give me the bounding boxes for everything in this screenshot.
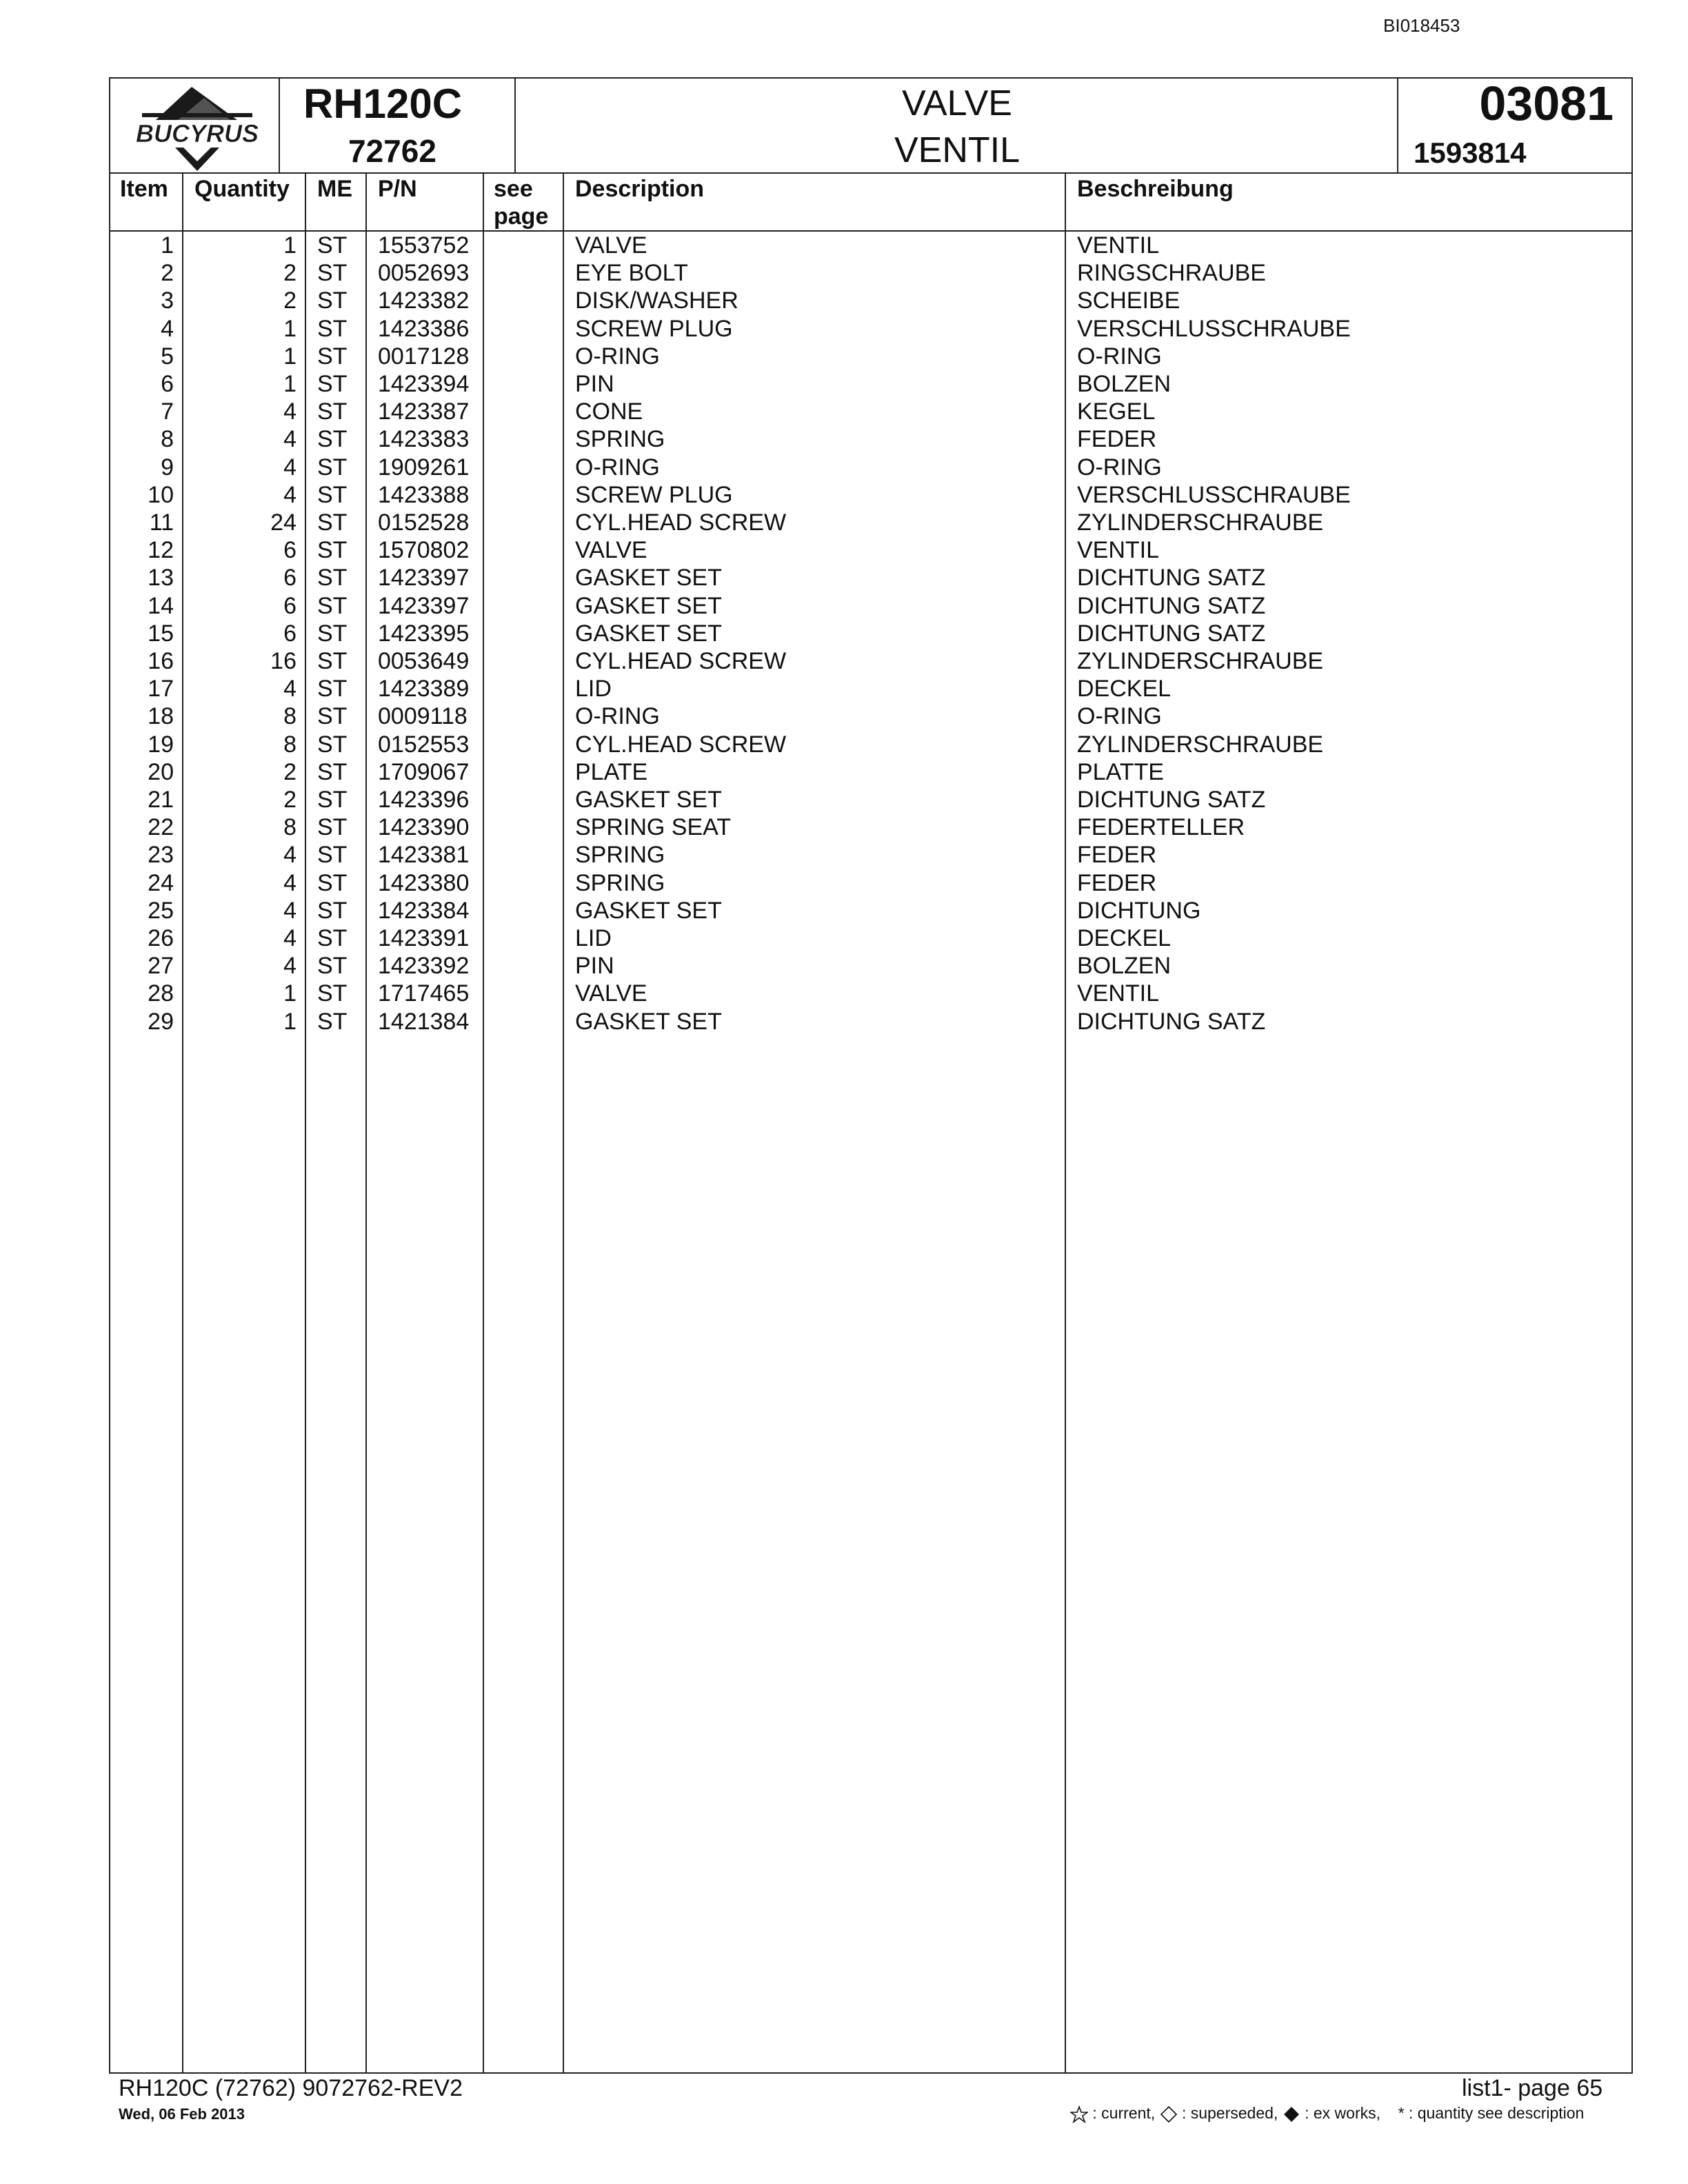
cell-item: 10 bbox=[148, 481, 174, 508]
cell-quantity: 8 bbox=[283, 703, 297, 730]
cell-quantity: 4 bbox=[283, 398, 297, 425]
cell-quantity: 2 bbox=[283, 287, 297, 314]
cell-quantity: 6 bbox=[283, 537, 297, 564]
cell-me: ST bbox=[317, 398, 348, 425]
cell-pn: 1423381 bbox=[378, 842, 470, 869]
cell-description: O-RING bbox=[575, 703, 660, 730]
cell-item: 16 bbox=[148, 648, 174, 674]
cell-beschreibung: KEGEL bbox=[1077, 398, 1156, 425]
footer-date: Wed, 06 Feb 2013 bbox=[119, 2105, 245, 2123]
cell-beschreibung: BOLZEN bbox=[1077, 371, 1172, 397]
cell-me: ST bbox=[317, 315, 348, 342]
cell-me: ST bbox=[317, 509, 348, 536]
cell-quantity: 4 bbox=[283, 842, 297, 869]
footer-document-ref: RH120C (72762) 9072762-REV2 bbox=[119, 2075, 463, 2101]
cell-quantity: 1 bbox=[283, 371, 297, 397]
cell-me: ST bbox=[317, 454, 348, 481]
cell-item: 7 bbox=[161, 398, 174, 425]
cell-me: ST bbox=[317, 676, 348, 702]
cell-beschreibung: PLATTE bbox=[1077, 758, 1164, 785]
cell-pn: 0053649 bbox=[378, 648, 470, 674]
cell-item: 19 bbox=[148, 731, 174, 758]
cell-me: ST bbox=[317, 287, 348, 314]
cell-pn: 0009118 bbox=[378, 703, 468, 730]
cell-pn: 1423390 bbox=[378, 814, 470, 841]
cell-pn: 1423384 bbox=[378, 897, 470, 924]
cell-me: ST bbox=[317, 980, 348, 1007]
cell-item: 22 bbox=[148, 814, 174, 841]
cell-quantity: 4 bbox=[283, 869, 297, 896]
cell-description: CONE bbox=[575, 398, 643, 425]
cell-pn: 1423394 bbox=[378, 371, 470, 397]
cell-pn: 1709067 bbox=[378, 758, 470, 785]
cell-pn: 1570802 bbox=[378, 537, 470, 564]
cell-me: ST bbox=[317, 537, 348, 564]
brand-text: BUCYRUS bbox=[135, 119, 259, 148]
legend-superseded: : superseded, bbox=[1181, 2104, 1278, 2122]
cell-me: ST bbox=[317, 565, 348, 592]
cell-item: 18 bbox=[148, 703, 174, 730]
divider-see bbox=[563, 172, 564, 2074]
cell-item: 26 bbox=[148, 925, 174, 951]
cell-beschreibung: FEDER bbox=[1077, 426, 1157, 453]
title-english: VALVE bbox=[902, 83, 1012, 123]
cell-beschreibung: DICHTUNG SATZ bbox=[1077, 620, 1266, 647]
diamond-outline-icon bbox=[1160, 2105, 1178, 2123]
cell-beschreibung: O-RING bbox=[1077, 703, 1162, 730]
cell-description: PLATE bbox=[575, 758, 648, 785]
cell-quantity: 4 bbox=[283, 953, 297, 980]
cell-beschreibung: VENTIL bbox=[1077, 232, 1160, 259]
cell-item: 17 bbox=[148, 676, 174, 702]
cell-description: CYL.HEAD SCREW bbox=[575, 509, 787, 536]
cell-pn: 0152528 bbox=[378, 509, 470, 536]
cell-item: 15 bbox=[148, 620, 174, 647]
cell-me: ST bbox=[317, 481, 348, 508]
diamond-filled-icon bbox=[1283, 2105, 1300, 2123]
cell-item: 1 bbox=[161, 232, 174, 259]
cell-quantity: 4 bbox=[283, 925, 297, 951]
serial-number: 72762 bbox=[348, 133, 436, 169]
cell-description: GASKET SET bbox=[575, 1008, 722, 1035]
cell-me: ST bbox=[317, 787, 348, 813]
cell-beschreibung: FEDER bbox=[1077, 842, 1157, 869]
cell-quantity: 6 bbox=[283, 565, 297, 592]
cell-quantity: 1 bbox=[283, 980, 297, 1007]
cell-me: ST bbox=[317, 343, 348, 370]
cell-pn: 1423382 bbox=[378, 287, 470, 314]
cell-beschreibung: ZYLINDERSCHRAUBE bbox=[1077, 731, 1324, 758]
group-number: 03081 bbox=[1479, 77, 1614, 130]
cell-item: 11 bbox=[149, 509, 174, 536]
cell-pn: 1423388 bbox=[378, 481, 470, 508]
cell-quantity: 1 bbox=[283, 343, 297, 370]
cell-pn: 1423392 bbox=[378, 953, 470, 980]
cell-beschreibung: FEDER bbox=[1077, 869, 1157, 896]
document-number: 1593814 bbox=[1414, 136, 1527, 169]
cell-item: 24 bbox=[148, 869, 174, 896]
cell-me: ST bbox=[317, 371, 348, 397]
cell-me: ST bbox=[317, 758, 348, 785]
cell-me: ST bbox=[317, 1008, 348, 1035]
cell-pn: 1423396 bbox=[378, 787, 470, 813]
cell-item: 4 bbox=[161, 315, 174, 342]
cell-beschreibung: DICHTUNG SATZ bbox=[1077, 565, 1266, 592]
legend-ex-works: : ex works, bbox=[1305, 2104, 1381, 2122]
cell-description: GASKET SET bbox=[575, 565, 722, 592]
cell-me: ST bbox=[317, 925, 348, 951]
cell-me: ST bbox=[317, 897, 348, 924]
cell-quantity: 6 bbox=[283, 620, 297, 647]
model-name: RH120C bbox=[303, 81, 463, 127]
cell-description: GASKET SET bbox=[575, 897, 722, 924]
cell-beschreibung: DICHTUNG bbox=[1077, 897, 1201, 924]
cell-me: ST bbox=[317, 953, 348, 980]
col-header-item: Item bbox=[120, 176, 168, 202]
cell-beschreibung: RINGSCHRAUBE bbox=[1077, 260, 1266, 287]
cell-quantity: 1 bbox=[283, 232, 297, 259]
cell-me: ST bbox=[317, 869, 348, 896]
cell-item: 23 bbox=[148, 842, 174, 869]
cell-item: 25 bbox=[148, 897, 174, 924]
footer-page-number: list1- page 65 bbox=[1462, 2075, 1603, 2101]
cell-item: 12 bbox=[148, 537, 174, 564]
cell-beschreibung: DECKEL bbox=[1077, 925, 1172, 951]
divider-me bbox=[365, 172, 367, 2074]
cell-description: EYE BOLT bbox=[575, 260, 688, 287]
cell-pn: 1423386 bbox=[378, 315, 470, 342]
cell-description: PIN bbox=[575, 371, 614, 397]
bucyrus-logo bbox=[114, 80, 280, 172]
cell-beschreibung: VERSCHLUSSCHRAUBE bbox=[1077, 481, 1351, 508]
cell-beschreibung: ZYLINDERSCHRAUBE bbox=[1077, 648, 1324, 674]
cell-me: ST bbox=[317, 648, 348, 674]
cell-item: 3 bbox=[161, 287, 174, 314]
cell-description: VALVE bbox=[575, 980, 647, 1007]
cell-quantity: 2 bbox=[283, 787, 297, 813]
cell-quantity: 2 bbox=[283, 260, 297, 287]
cell-pn: 1423391 bbox=[378, 925, 470, 951]
legend bbox=[1070, 2104, 1584, 2123]
cell-pn: 1423397 bbox=[378, 592, 470, 619]
divider-desc bbox=[1065, 172, 1066, 2074]
cell-beschreibung: VENTIL bbox=[1077, 980, 1160, 1007]
document-code: BI018453 bbox=[1383, 15, 1460, 36]
cell-item: 9 bbox=[161, 454, 174, 481]
cell-beschreibung: VENTIL bbox=[1077, 537, 1160, 564]
cell-beschreibung: VERSCHLUSSCHRAUBE bbox=[1077, 315, 1351, 342]
cell-item: 8 bbox=[161, 426, 174, 453]
cell-item: 6 bbox=[161, 371, 174, 397]
cell-me: ST bbox=[317, 426, 348, 453]
col-header-page: page bbox=[494, 203, 549, 230]
cell-me: ST bbox=[317, 260, 348, 287]
cell-quantity: 16 bbox=[270, 648, 297, 674]
col-header-see: see bbox=[494, 176, 533, 202]
cell-me: ST bbox=[317, 842, 348, 869]
cell-pn: 1423387 bbox=[378, 398, 470, 425]
cell-beschreibung: DICHTUNG SATZ bbox=[1077, 1008, 1266, 1035]
cell-quantity: 2 bbox=[283, 758, 297, 785]
cell-quantity: 8 bbox=[283, 814, 297, 841]
cell-quantity: 4 bbox=[283, 454, 297, 481]
cell-quantity: 8 bbox=[283, 731, 297, 758]
cell-beschreibung: SCHEIBE bbox=[1077, 287, 1180, 314]
cell-description: GASKET SET bbox=[575, 592, 722, 619]
star-outline-icon bbox=[1070, 2105, 1088, 2123]
title-german: VENTIL bbox=[894, 130, 1021, 170]
cell-quantity: 4 bbox=[283, 481, 297, 508]
cell-description: O-RING bbox=[575, 343, 660, 370]
cell-item: 13 bbox=[148, 565, 174, 592]
cell-item: 28 bbox=[148, 980, 174, 1007]
cell-description: LID bbox=[575, 676, 612, 702]
cell-quantity: 24 bbox=[270, 509, 297, 536]
cell-item: 14 bbox=[148, 592, 174, 619]
divider-qty bbox=[305, 172, 306, 2074]
cell-beschreibung: FEDERTELLER bbox=[1077, 814, 1245, 841]
col-header-quantity: Quantity bbox=[194, 176, 290, 202]
cell-item: 27 bbox=[148, 953, 174, 980]
legend-current: : current, bbox=[1092, 2104, 1156, 2122]
cell-beschreibung: O-RING bbox=[1077, 343, 1162, 370]
cell-description: VALVE bbox=[575, 232, 647, 259]
cell-beschreibung: ZYLINDERSCHRAUBE bbox=[1077, 509, 1324, 536]
cell-beschreibung: DECKEL bbox=[1077, 676, 1172, 702]
cell-description: SPRING bbox=[575, 869, 665, 896]
cell-description: CYL.HEAD SCREW bbox=[575, 648, 787, 674]
cell-pn: 1423383 bbox=[378, 426, 470, 453]
cell-item: 20 bbox=[148, 758, 174, 785]
cell-pn: 1909261 bbox=[378, 454, 470, 481]
cell-me: ST bbox=[317, 232, 348, 259]
header-divider bbox=[109, 172, 1633, 174]
col-header-pn: P/N bbox=[378, 176, 417, 202]
cell-me: ST bbox=[317, 620, 348, 647]
cell-pn: 1423395 bbox=[378, 620, 470, 647]
cell-description: O-RING bbox=[575, 454, 660, 481]
cell-pn: 1423380 bbox=[378, 869, 470, 896]
cell-description: DISK/WASHER bbox=[575, 287, 738, 314]
cell-me: ST bbox=[317, 703, 348, 730]
cell-quantity: 1 bbox=[283, 1008, 297, 1035]
cell-description: PIN bbox=[575, 953, 614, 980]
cell-description: CYL.HEAD SCREW bbox=[575, 731, 787, 758]
cell-description: VALVE bbox=[575, 537, 647, 564]
cell-pn: 0152553 bbox=[378, 731, 470, 758]
col-header-me: ME bbox=[317, 176, 352, 202]
cell-beschreibung: O-RING bbox=[1077, 454, 1162, 481]
legend-quantity: * : quantity see description bbox=[1398, 2104, 1585, 2122]
cell-description: SPRING bbox=[575, 426, 665, 453]
cell-item: 29 bbox=[148, 1008, 174, 1035]
cell-pn: 1423397 bbox=[378, 565, 470, 592]
cell-description: SPRING SEAT bbox=[575, 814, 732, 841]
cell-pn: 1553752 bbox=[378, 232, 470, 259]
cell-description: SCREW PLUG bbox=[575, 315, 733, 342]
cell-me: ST bbox=[317, 592, 348, 619]
cell-description: SPRING bbox=[575, 842, 665, 869]
cell-pn: 1717465 bbox=[378, 980, 470, 1007]
cell-description: GASKET SET bbox=[575, 620, 722, 647]
cell-quantity: 4 bbox=[283, 676, 297, 702]
cell-quantity: 4 bbox=[283, 426, 297, 453]
cell-description: SCREW PLUG bbox=[575, 481, 733, 508]
cell-description: LID bbox=[575, 925, 612, 951]
col-header-description: Description bbox=[575, 176, 705, 202]
divider-pn bbox=[483, 172, 484, 2074]
cell-quantity: 4 bbox=[283, 897, 297, 924]
cell-description: GASKET SET bbox=[575, 787, 722, 813]
cell-beschreibung: DICHTUNG SATZ bbox=[1077, 592, 1266, 619]
cell-me: ST bbox=[317, 814, 348, 841]
cell-item: 5 bbox=[161, 343, 174, 370]
cell-pn: 1423389 bbox=[378, 676, 470, 702]
col-header-beschreibung: Beschreibung bbox=[1077, 176, 1234, 202]
cell-quantity: 6 bbox=[283, 592, 297, 619]
cell-me: ST bbox=[317, 731, 348, 758]
cell-pn: 0052693 bbox=[378, 260, 470, 287]
cell-item: 2 bbox=[161, 260, 174, 287]
cell-quantity: 1 bbox=[283, 315, 297, 342]
cell-item: 21 bbox=[148, 787, 174, 813]
cell-pn: 0017128 bbox=[378, 343, 470, 370]
cell-beschreibung: DICHTUNG SATZ bbox=[1077, 787, 1266, 813]
cell-beschreibung: BOLZEN bbox=[1077, 953, 1172, 980]
cell-pn: 1421384 bbox=[378, 1008, 470, 1035]
